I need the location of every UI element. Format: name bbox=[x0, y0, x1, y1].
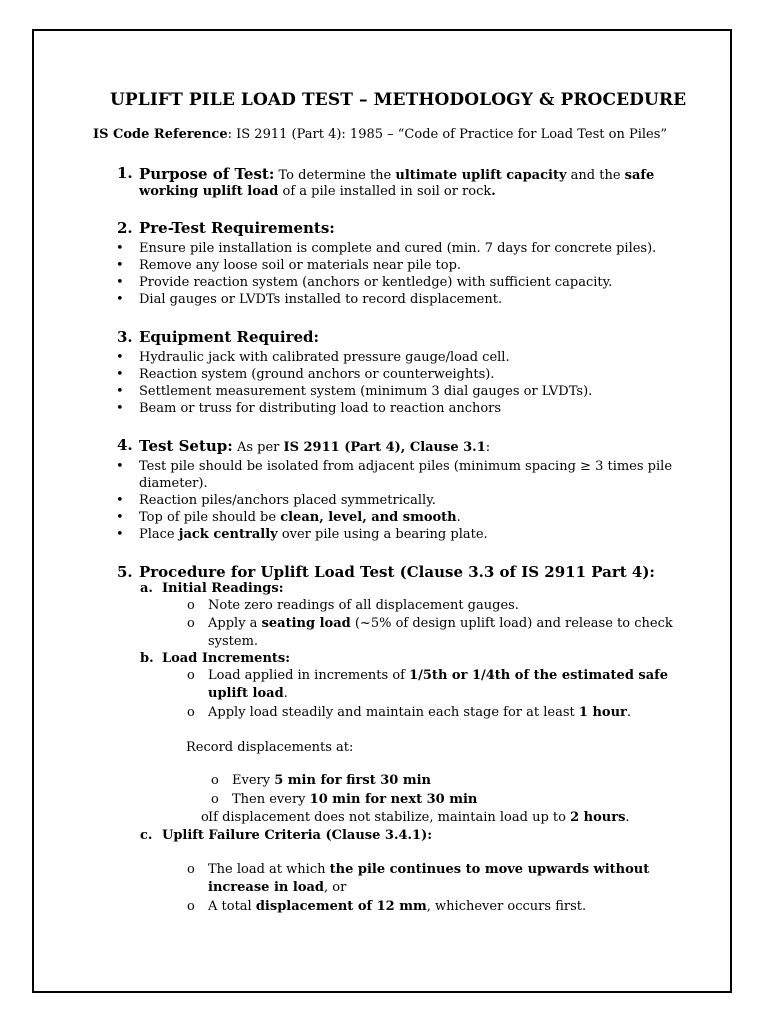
circle-bullet-icon: o bbox=[187, 668, 195, 683]
bullet-icon: • bbox=[116, 350, 124, 365]
list-item: Provide reaction system (anchors or kentledge) with sufficient capacity. bbox=[139, 275, 613, 290]
document-title: UPLIFT PILE LOAD TEST – METHODOLOGY & PROCEDURE bbox=[110, 90, 687, 110]
list-item: Load applied in increments of 1/5th or 1/4th of the estimated safe bbox=[208, 668, 669, 683]
list-item: Test pile should be isolated from adjacent piles (minimum spacing ≥ 3 times pile bbox=[139, 459, 673, 474]
circle-bullet-icon: o bbox=[187, 705, 195, 720]
subsection-a-label: a. bbox=[140, 581, 153, 596]
circle-bullet-icon: o bbox=[211, 792, 219, 807]
bullet-icon: • bbox=[116, 384, 124, 399]
bullet-icon: • bbox=[116, 527, 124, 542]
code-reference-label: IS Code Reference bbox=[93, 127, 228, 142]
section-3-heading: Equipment Required: bbox=[139, 328, 320, 346]
circle-bullet-icon: o bbox=[211, 773, 219, 788]
subsection-b-heading: Load Increments: bbox=[162, 651, 291, 666]
section-5-heading: Procedure for Uplift Load Test (Clause 3.3 of IS 2911 Part 4): bbox=[139, 563, 655, 581]
list-item: Dial gauges or LVDTs installed to record displacement. bbox=[139, 292, 503, 307]
section-2-number: 2. bbox=[117, 219, 133, 237]
section-4-heading: Test Setup: bbox=[139, 437, 233, 455]
list-item: Apply load steadily and maintain each stage for at least 1 hour. bbox=[208, 705, 632, 720]
list-item: The load at which the pile continues to move upwards without bbox=[208, 862, 650, 877]
section-3-number: 3. bbox=[117, 328, 133, 346]
list-item-continuation: system. bbox=[208, 634, 259, 649]
list-item: Ensure pile installation is complete and cured (min. 7 days for concrete piles). bbox=[139, 241, 657, 256]
section-4-number: 4. bbox=[117, 436, 133, 454]
code-reference bbox=[93, 127, 667, 142]
subsection-c-heading: Uplift Failure Criteria (Clause 3.4.1): bbox=[162, 828, 433, 843]
circle-bullet-icon: o bbox=[187, 862, 195, 877]
bullet-icon: • bbox=[116, 459, 124, 474]
list-item: Top of pile should be clean, level, and smooth. bbox=[139, 510, 461, 525]
record-displacements-text: Record displacements at: bbox=[186, 740, 354, 755]
section-5-number: 5. bbox=[117, 563, 133, 581]
list-item: A total displacement of 12 mm, whichever occurs first. bbox=[208, 899, 587, 914]
list-item-continuation: increase in load, or bbox=[208, 880, 347, 895]
subsection-a-heading: Initial Readings: bbox=[162, 581, 284, 596]
section-1-heading: Purpose of Test: bbox=[139, 165, 275, 183]
bullet-icon: • bbox=[116, 241, 124, 256]
list-item-continuation: diameter). bbox=[139, 476, 208, 491]
subsection-b-label: b. bbox=[140, 651, 154, 666]
list-item: If displacement does not stabilize, maintain load up to 2 hours. bbox=[208, 810, 630, 825]
section-4-line: Test Setup: As per IS 2911 (Part 4), Clause 3.1: bbox=[139, 437, 491, 455]
bullet-icon: • bbox=[116, 258, 124, 273]
list-item: Remove any loose soil or materials near pile top. bbox=[139, 258, 462, 273]
section-1-line-2: working uplift load of a pile installed in soil or rock. bbox=[139, 184, 496, 199]
list-item: Every 5 min for first 30 min bbox=[232, 773, 432, 788]
section-2-heading: Pre-Test Requirements: bbox=[139, 219, 335, 237]
bullet-icon: • bbox=[116, 401, 124, 416]
circle-bullet-icon: o bbox=[187, 616, 195, 631]
bullet-icon: • bbox=[116, 367, 124, 382]
bullet-icon: • bbox=[116, 292, 124, 307]
list-item: Reaction system (ground anchors or counterweights). bbox=[139, 367, 495, 382]
list-item-continuation: uplift load. bbox=[208, 686, 288, 701]
code-reference-text: : IS 2911 (Part 4): 1985 – “Code of Practice for Load Test on Piles” bbox=[227, 127, 668, 142]
list-item: Note zero readings of all displacement gauges. bbox=[208, 598, 519, 613]
bullet-icon: • bbox=[116, 510, 124, 525]
list-item: Settlement measurement system (minimum 3 dial gauges or LVDTs). bbox=[139, 384, 593, 399]
list-item: Apply a seating load (~5% of design uplift load) and release to check bbox=[208, 616, 673, 631]
list-item: Beam or truss for distributing load to reaction anchors bbox=[139, 401, 502, 416]
list-item: Hydraulic jack with calibrated pressure gauge/load cell. bbox=[139, 350, 510, 365]
circle-bullet-icon: o bbox=[187, 899, 195, 914]
circle-bullet-icon: o bbox=[187, 598, 195, 613]
list-item: Reaction piles/anchors placed symmetrically. bbox=[139, 493, 436, 508]
bullet-icon: • bbox=[116, 275, 124, 290]
list-item: Place jack centrally over pile using a bearing plate. bbox=[139, 527, 488, 542]
list-item: Then every 10 min for next 30 min bbox=[232, 792, 478, 807]
section-1-number: 1. bbox=[117, 164, 133, 182]
circle-bullet-icon: o bbox=[201, 810, 209, 825]
bullet-icon: • bbox=[116, 493, 124, 508]
subsection-c-label: c. bbox=[140, 828, 153, 843]
section-1-line-1: Purpose of Test: To determine the ultimate uplift capacity and the safe bbox=[139, 165, 655, 183]
